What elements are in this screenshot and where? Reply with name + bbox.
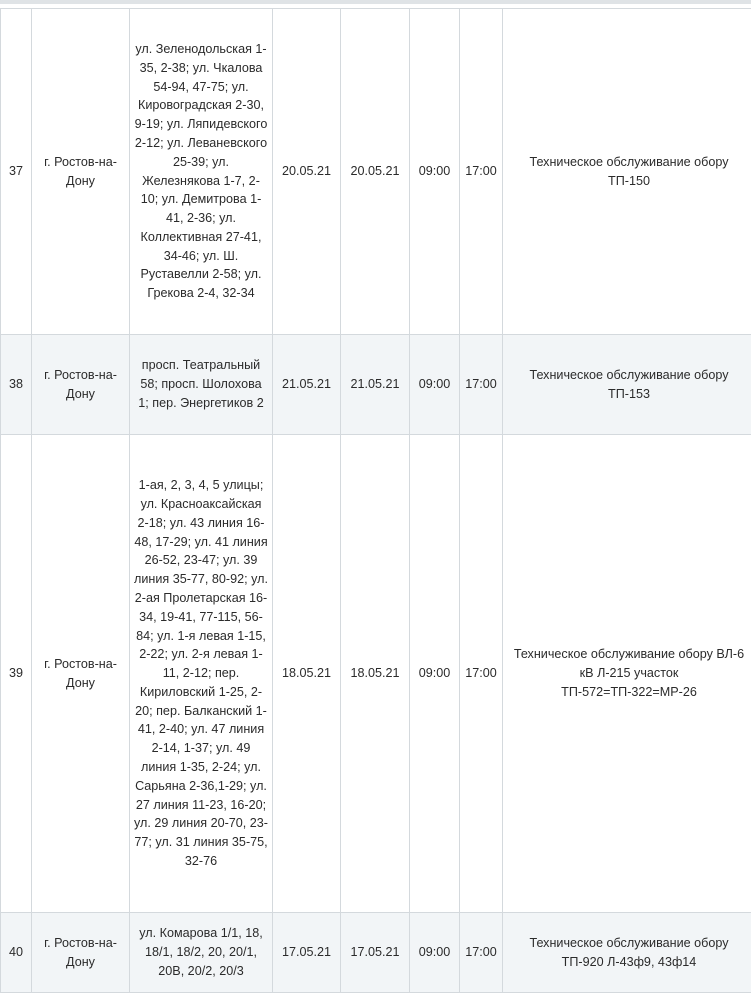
outage-schedule-table [0,8,751,993]
start-time-cell: 09:00 [410,9,460,335]
streets-cell: ул. Комарова 1/1, 18, 18/1, 18/2, 20, 20/1, 20В, 20/2, 20/3 [130,913,273,993]
row-number: 39 [1,435,32,913]
end-time-cell: 17:00 [460,913,503,993]
city-cell: г. Ростов-на-Дону [32,9,130,335]
start-time-cell: 09:00 [410,913,460,993]
streets-cell: 1-ая, 2, 3, 4, 5 улицы; ул. Красноаксайская 2-18; ул. 43 линия 16-48, 17-29; ул. 41 линия 26-52, 23-47; ул. 39 линия 35-77, 80-92; ул. 2-ая Пролетарская 16-34, 19-41, 77-115, 56-84; ул. 1-я левая 1-15, 2-22; ул. 2-я левая 1-11, 2-12; пер. Кириловский 1-25, 2-20; пер. Балканский 1-41, 2-40; ул. 47 линия 2-14, 1-37; ул. 49 линия 1-35, 2-24; ул. Сарьяна 2-36,1-29; ул. 27 линия 11-23, 16-20; ул. 29 линия 20-70, 23-77; ул. 31 линия 35-75, 32-76 [130,435,273,913]
reason-text: Техническое обслуживание обору ТП-153 [529,367,729,401]
start-date-cell: 21.05.21 [273,335,341,435]
table-row [1,9,751,335]
top-divider [0,0,751,4]
table-row [1,913,751,993]
reason-cell [503,435,751,913]
start-date-cell: 17.05.21 [273,913,341,993]
table-row [1,335,751,435]
start-date-cell: 18.05.21 [273,435,341,913]
start-time-cell: 09:00 [410,435,460,913]
reason-text: Техническое обслуживание обору ТП-920 Л-43ф9, 43ф14 [529,935,729,969]
table-row [1,435,751,913]
reason-cell [503,913,751,993]
end-time-cell: 17:00 [460,435,503,913]
end-time-cell: 17:00 [460,335,503,435]
reason-cell [503,9,751,335]
reason-text: Техническое обслуживание обору ТП-150 [529,154,729,188]
city-cell: г. Ростов-на-Дону [32,335,130,435]
end-time-cell: 17:00 [460,9,503,335]
reason-cell [503,335,751,435]
start-date-cell: 20.05.21 [273,9,341,335]
streets-cell: просп. Театральный 58; просп. Шолохова 1; пер. Энергетиков 2 [130,335,273,435]
streets-cell: ул. Зеленодольская 1-35, 2-38; ул. Чкалова 54-94, 47-75; ул. Кировоградская 2-30, 9-19; ул. Ляпидевского 2-12; ул. Леваневского 25-39; ул. Железнякова 1-7, 2-10; ул. Демитрова 1-41, 2-36; ул. Коллективная 27-41, 34-46; ул. Ш. Руставелли 2-58; ул. Грекова 2-4, 32-34 [130,9,273,335]
row-number: 40 [1,913,32,993]
start-time-cell: 09:00 [410,335,460,435]
end-date-cell: 20.05.21 [341,9,410,335]
city-cell: г. Ростов-на-Дону [32,435,130,913]
row-number: 37 [1,9,32,335]
row-number: 38 [1,335,32,435]
end-date-cell: 18.05.21 [341,435,410,913]
city-cell: г. Ростов-на-Дону [32,913,130,993]
end-date-cell: 17.05.21 [341,913,410,993]
reason-text: Техническое обслуживание обору ВЛ-6 кВ Л-215 участок ТП-572=ТП-322=МР-26 [513,647,745,699]
end-date-cell: 21.05.21 [341,335,410,435]
